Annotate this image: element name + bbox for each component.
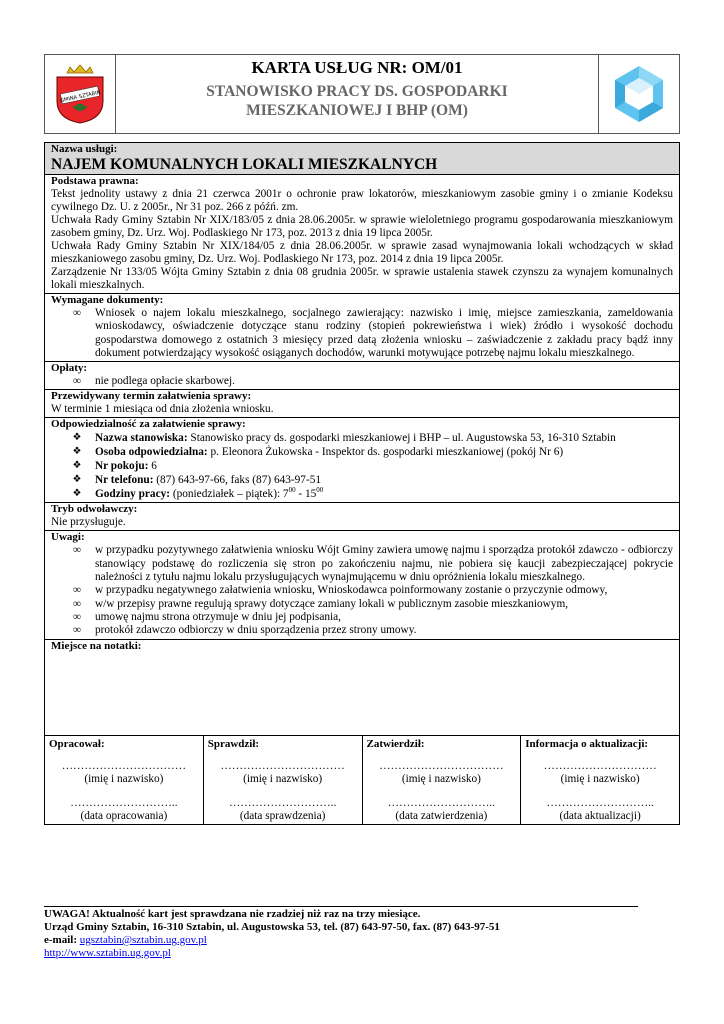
deadline-label: Przewidywany termin załatwienia sprawy: [51, 390, 252, 403]
signature-line: …………………………… [220, 759, 345, 772]
list-item [51, 375, 673, 388]
diamond-bullet-icon: ❖ [72, 474, 82, 486]
website-link[interactable]: http://www.sztabin.ug.gov.pl [44, 947, 171, 959]
responsibility-section [45, 417, 679, 502]
list-item [51, 431, 673, 445]
footer-warning: UWAGA! Aktualność kart jest sprawdzana nie rzadziej niż raz na trzy miesiące. [44, 908, 421, 920]
signature-line: …………………………… [379, 759, 504, 772]
position-value: Stanowisko pracy ds. gospodarki mieszkaniowej i BHP – ul. Augustowska 53, 16-310 Sztabin [190, 432, 616, 445]
list-item [51, 445, 673, 459]
list-item [51, 459, 673, 473]
hexagon-logo-icon [607, 62, 671, 126]
required-documents-section [45, 293, 679, 361]
fees-text: nie podlega opłacie skarbowej. [95, 375, 235, 388]
remark-text: w przypadku negatywnego załatwienia wniosku, Wnioskodawca poinformowany zostanie o przyczynie odmowy, [95, 584, 608, 597]
coat-of-arms-icon [53, 63, 107, 125]
date-line: ……………………….. [546, 796, 654, 809]
email-link[interactable]: ugsztabin@sztabin.ug.gov.pl [79, 934, 207, 946]
room-label: Nr pokoju: [95, 460, 149, 473]
date-line: ……………………….. [228, 796, 337, 809]
svg-text:GMINA SZTABIN: GMINA SZTABIN [59, 89, 102, 105]
infinity-bullet-icon: ∞ [72, 375, 82, 388]
signature-checked: Sprawdził: …………………………… (imię i nazwisko) ……………………….. (data sprawdzenia) [203, 736, 362, 824]
footer-divider [44, 906, 638, 907]
fees-label: Opłaty: [51, 362, 88, 375]
room-value: 6 [151, 460, 157, 473]
appeal-text: Nie przysługuje. [51, 516, 126, 529]
infinity-bullet-icon: ∞ [72, 544, 82, 557]
list-item [51, 473, 673, 487]
diamond-bullet-icon: ❖ [72, 488, 82, 500]
signature-line: …………………………… [61, 759, 186, 772]
email-label: e-mail: [44, 934, 77, 946]
appeal-section [45, 502, 679, 530]
header [44, 54, 680, 134]
service-card [44, 54, 680, 825]
footer-address: Urząd Gminy Sztabin, 16-310 Sztabin, ul. Augustowska 53, tel. (87) 643-97-50, fax. (87) 643-97-51 [44, 921, 500, 933]
remark-text: umowę najmu strona otrzymuje w dniu jej podpisania, [95, 610, 341, 623]
signature-approved: Zatwierdził: …………………………… (imię i nazwisko) ……………………….. (data zatwierdzenia) [362, 736, 521, 824]
signature-prepared: Opracował: …………………………… (imię i nazwisko) ……………………….. (data opracowania) [45, 736, 203, 824]
position-label: Nazwa stanowiska: [95, 432, 188, 445]
remark-text: w przypadku pozytywnego załatwienia wniosku Wójt Gminy zawiera umowę najmu i sporządza protokół zdawczo - odbiorczy stanowiący podstawę do rozliczenia się stron po zakończeniu najmu, nie pobiera się kaucji zabezpieczającej pokrycie należności z tytułu najmu lokalu przysługujących wynajmującemu w dniu opróżnienia lokalu mieszkalnego. [95, 544, 673, 584]
infinity-bullet-icon: ∞ [72, 597, 82, 610]
coat-of-arms-logo [45, 55, 116, 133]
phone-value: (87) 643-97-66, faks (87) 643-97-51 [156, 474, 322, 487]
card-subtitle-line2: MIESZKANIOWEJ I BHP (OM) [246, 102, 468, 119]
diamond-bullet-icon: ❖ [72, 432, 82, 444]
legal-basis-label: Podstawa prawna: [51, 175, 139, 187]
appeal-label: Tryb odwoławczy: [51, 503, 138, 516]
list-item [51, 487, 673, 501]
legal-basis-text: Tekst jednolity ustawy z dnia 21 czerwca 2001r o ochronie praw lokatorów, mieszkaniowym zasobie gminy i o zmianie Kodeksu cywilnego Dz. U. z 2005r., Nr 31 poz. 266 z późń. zm. [51, 188, 673, 213]
date-line: ……………………….. [70, 796, 178, 809]
diamond-bullet-icon: ❖ [72, 460, 82, 472]
list-item [51, 307, 673, 360]
legal-basis-text: Zarządzenie Nr 133/05 Wójta Gminy Sztabin z dnia 08 grudnia 2005r. w sprawie ustalenia stawek czynszu za wynajem komunalnych lokali mieszkalnych. [51, 266, 673, 291]
infinity-bullet-icon: ∞ [72, 624, 82, 637]
remarks-label: Uwagi: [51, 531, 85, 544]
infinity-bullet-icon: ∞ [72, 610, 82, 623]
card-subtitle-line1: STANOWISKO PRACY DS. GOSPODARKI [206, 83, 508, 100]
list-item [51, 611, 673, 624]
notes-section[interactable] [45, 639, 679, 735]
card-title: KARTA USŁUG NR: OM/01 [251, 58, 463, 77]
service-name-section [45, 143, 679, 174]
required-document-text: Wniosek o najem lokalu mieszkalnego, socjalnego zawierający: nazwisko i imię, miejsce zamieszkania, zameldowania wnioskodawcy, oświadczenie dotyczące stanu rodziny (stopień pokrewieństwa i wiek) źródło i wysokość dochodu gospodarstwa domowego z ostatnich 3 miesięcy przed datą złożenia wniosku – zaświadczenie z zakładu pracy bądź inny dokument potwierdzający wysokość osiąganych dochodów, warunki motywujące potrzebę najmu lokalu mieszkalnego. [95, 307, 673, 359]
person-label: Osoba odpowiedzialna: [95, 446, 208, 459]
list-item [51, 584, 673, 597]
date-line: ……………………….. [387, 796, 496, 809]
service-name-label: Nazwa usługi: [51, 143, 118, 155]
notes-label: Miejsce na notatki: [51, 639, 142, 652]
infinity-bullet-icon: ∞ [72, 584, 82, 597]
responsibility-label: Odpowiedzialność za załatwienie sprawy: [51, 418, 246, 431]
remark-text: w/w przepisy prawne regulują sprawy dotyczące zamiany lokali w publicznym zasobie mieszkaniowym, [95, 597, 569, 610]
deadline-section [45, 389, 679, 417]
diamond-bullet-icon: ❖ [72, 446, 82, 458]
person-value: p. Eleonora Żukowska - Inspektor ds. gospodarki mieszkaniowej (pokój Nr 6) [210, 446, 564, 459]
signature-line: ………………………… [543, 759, 657, 772]
required-documents-label: Wymagane dokumenty: [51, 294, 164, 306]
remark-text: protokół zdawczo odbiorczy w dniu sporządzenia przez strony umowy. [95, 624, 417, 637]
fees-section [45, 361, 679, 389]
list-item [51, 624, 673, 637]
service-name: NAJEM KOMUNALNYCH LOKALI MIESZKALNYCH [51, 156, 438, 173]
remarks-section [45, 530, 679, 638]
deadline-text: W terminie 1 miesiąca od dnia złożenia wniosku. [51, 403, 274, 416]
legal-basis-text: Uchwała Rady Gminy Sztabin Nr XIX/183/05 z dnia 28.06.2005r. w sprawie wieloletniego programu gospodarowania mieszkaniowym zasobem gminy, Dz. Urz. Woj. Podlaskiego Nr 173, poz. 2013 z dnia 19 lipca 2005r. [51, 214, 673, 239]
list-item [51, 544, 673, 584]
hours-value: (poniedziałek – piątek): $7^{00} - 15^{00}$ [172, 486, 324, 501]
signature-table [45, 735, 679, 824]
hours-label: Godziny pracy: [95, 488, 170, 501]
signature-update-info: Informacja o aktualizacji: ………………………… (imię i nazwisko) ……………………….. (data aktualizacji) [520, 736, 679, 824]
phone-label: Nr telefonu: [95, 474, 154, 487]
quality-logo [598, 55, 679, 133]
footer [44, 908, 684, 960]
legal-basis-section [45, 174, 679, 293]
service-table [44, 142, 680, 825]
infinity-bullet-icon: ∞ [72, 307, 82, 319]
legal-basis-text: Uchwała Rady Gminy Sztabin Nr XIX/184/05 z dnia 28.06.2005r. w sprawie zasad wynajmowania lokali wchodzących w skład mieszkaniowego zasobu gminy, Dz. Urz. Woj. Podlaskiego Nr 173, poz. 2014 z dnia 19 lipca 2005r. [51, 240, 673, 265]
list-item [51, 598, 673, 611]
